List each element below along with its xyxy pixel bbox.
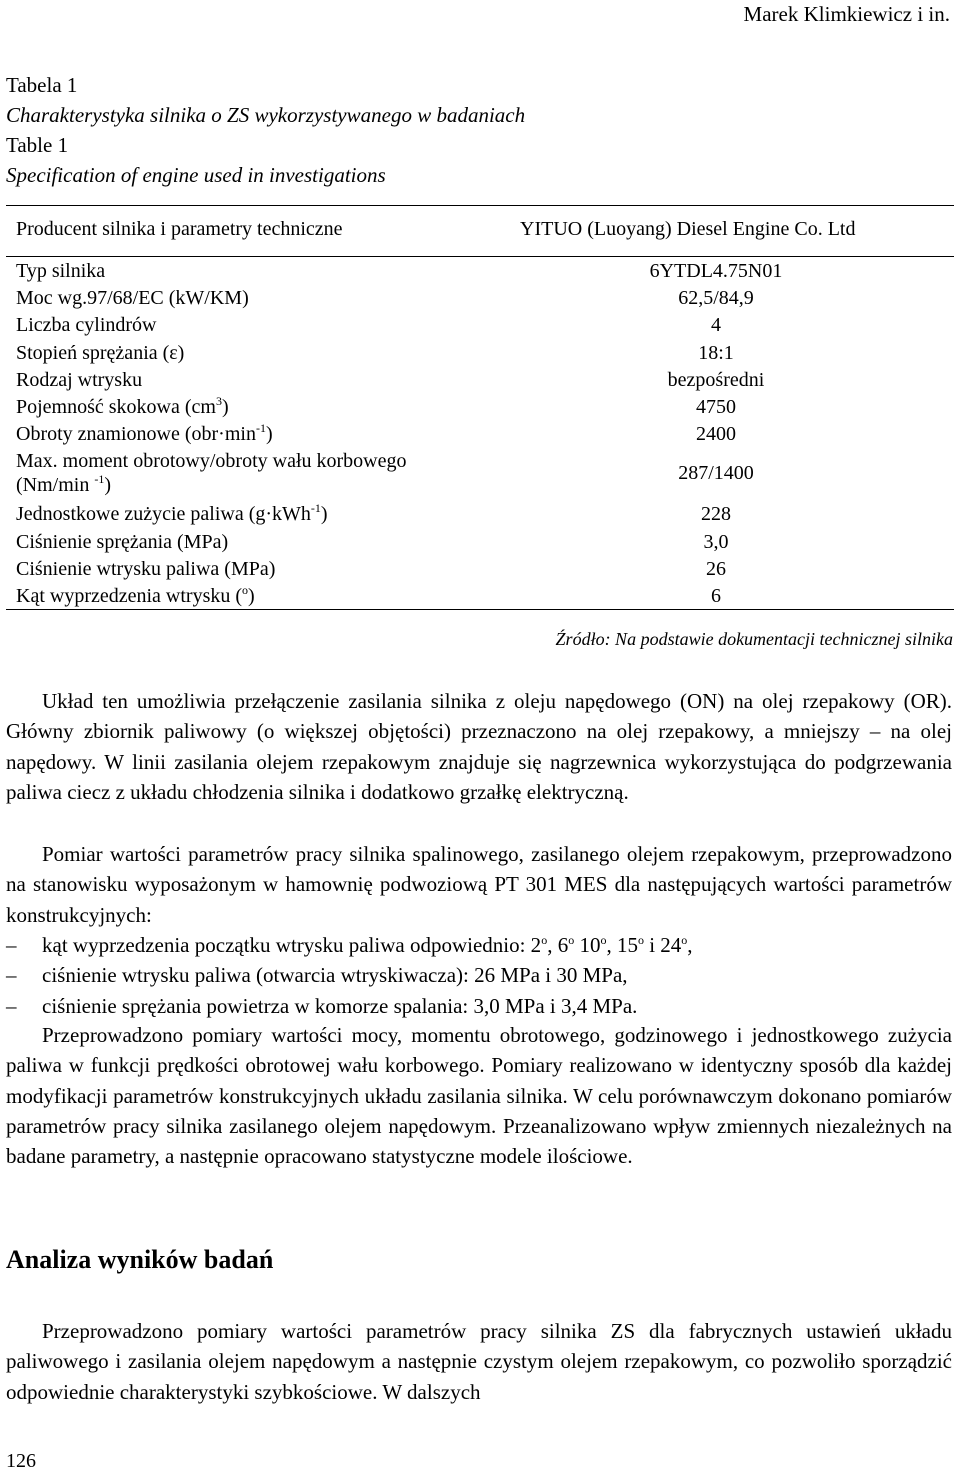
row-value: 228 — [701, 503, 731, 526]
row-label: Typ silnika — [16, 260, 106, 282]
row-value: 62,5/84,9 — [678, 287, 754, 310]
table-source-note: Źródło: Na podstawie dokumentacji technicznej silnika — [555, 629, 953, 649]
row-label-text: Pojemność skokowa (cm — [16, 395, 216, 418]
row-value: 6 — [711, 584, 721, 607]
degree-sign: o — [568, 933, 575, 947]
table-row — [6, 528, 954, 555]
table-row — [6, 366, 954, 393]
row-label-text: (Nm/min — [16, 474, 95, 497]
list-dash: – — [6, 993, 17, 1018]
row-value: 287/1400 — [678, 462, 754, 485]
superscript: -1 — [94, 472, 105, 487]
row-value: 6YTDL4.75N01 — [649, 260, 783, 282]
row-label-text: Max. moment obrotowy/obroty wału korbowego — [16, 450, 407, 473]
row-value: bezpośredni — [667, 368, 765, 391]
row-value: 18:1 — [698, 341, 734, 364]
superscript: o — [242, 582, 249, 597]
list-dash: – — [6, 933, 17, 957]
superscript: -1 — [310, 501, 321, 516]
table-row — [6, 555, 954, 582]
column-header-parameters: Producent silnika i parametry techniczne — [16, 218, 343, 240]
body-paragraph: Pomiar wartości parametrów pracy silnika spalinowego, zasilanego olejem rzepakowym, przeprowadzono na stanowisku wyposażonym w hamownię podwoziową PT 301 MES dla następujących wartości parametrów konstrukcyjnych: — [6, 842, 952, 927]
list-dash: – — [6, 963, 17, 988]
body-paragraph: Układ ten umożliwia przełączenie zasilania silnika z oleju napędowego (ON) na olej rzepakowy (OR). Główny zbiornik paliwowy (o większej objętości) przeznaczono na olej rzepakowy, a mniejszy – na olej napędowy. W linii zasilania olejem rzepakowym znajduje się nagrzewnica wykorzystująca do podgrzewania paliwa ciecz z układu chłodzenia silnika i dodatkowo grzałkę elektryczną. — [6, 689, 952, 804]
table-row — [6, 582, 954, 609]
row-value: 2400 — [696, 423, 736, 446]
angle-value: 15 — [616, 933, 638, 957]
list-item-text: ciśnienie wtrysku paliwa (otwarcia wtryskiwacza): 26 MPa i 30 MPa, — [42, 963, 628, 988]
row-label: Rodzaj wtrysku — [16, 368, 143, 391]
list-item-text: kąt wyprzedzenia początku wtrysku paliwa odpowiednio: 2 — [42, 933, 542, 957]
table-row — [6, 284, 954, 311]
column-header-manufacturer: YITUO (Luoyang) Diesel Engine Co. Ltd — [520, 218, 856, 240]
engine-spec-table — [6, 205, 954, 610]
degree-sign: o — [637, 933, 644, 947]
angle-value: 6 — [557, 933, 569, 957]
table-title-pl: Charakterystyka silnika o ZS wykorzystywanego w badaniach — [6, 103, 526, 127]
body-paragraph: Przeprowadzono pomiary wartości parametrów pracy silnika ZS dla fabrycznych ustawień układu paliwowego i zasilania olejem napędowym a następnie czystym olejem rzepakowym, co pozwoliło sporządzić odpowiednie charakterystyki szybkościowe. W dalszych — [6, 1319, 952, 1404]
list-item — [6, 991, 952, 1021]
row-label: Liczba cylindrów — [16, 314, 157, 337]
degree-sign: o — [600, 933, 607, 947]
table-row — [6, 420, 954, 447]
row-value: 3,0 — [703, 530, 729, 553]
angle-value: 10 — [579, 933, 601, 957]
list-item — [6, 960, 952, 990]
row-label — [16, 422, 273, 446]
row-label-text: ) — [221, 395, 229, 418]
table-row — [6, 339, 954, 366]
running-head: Marek Klimkiewicz i in. — [743, 2, 950, 26]
table-row — [6, 447, 954, 500]
table-label-en: Table 1 — [6, 133, 69, 157]
table-label-pl: Tabela 1 — [6, 73, 78, 97]
row-label-text: ) — [104, 474, 112, 497]
degree-sign: o — [541, 933, 548, 947]
row-label: Ciśnienie sprężania (MPa) — [16, 530, 229, 553]
row-label — [16, 449, 407, 497]
table-caption — [6, 70, 525, 190]
row-label: Ciśnienie wtrysku paliwa (MPa) — [16, 557, 276, 580]
row-label — [16, 395, 229, 419]
row-value: 4750 — [696, 395, 736, 418]
body-paragraph: Przeprowadzono pomiary wartości mocy, momentu obrotowego, godzinowego i jednostkowego zużycia paliwa w funkcji prędkości obrotowej wału korbowego. Pomiary realizowano w identyczny sposób dla każdej modyfikacji parametrów konstrukcyjnych układu zasilania silnika. W celu porównawczym dokonano pomiarów parametrów pracy silnika zasilanego olejem napędowym. Przeanalizowano wpływ zmiennych niezależnych na badane parametry, a następnie opracowano statystyczne modele ilościowe. — [6, 1023, 952, 1169]
row-label — [16, 502, 328, 526]
row-label: Stopień sprężania (ε) — [16, 341, 185, 364]
row-label-text: Obroty znamionowe (obr·min — [16, 423, 256, 446]
section-heading: Analiza wyników badań — [6, 1245, 274, 1274]
row-value: 4 — [711, 314, 721, 337]
row-label-text: Kąt wyprzedzenia wtrysku ( — [16, 584, 243, 607]
list-item-text: ciśnienie sprężania powietrza w komorze spalania: 3,0 MPa i 3,4 MPa. — [42, 993, 638, 1018]
row-label-text: ) — [248, 584, 255, 607]
row-label-text: ) — [320, 503, 328, 526]
angle-value: 24 — [660, 933, 682, 957]
row-label-text: Jednostkowe zużycie paliwa (g·kWh — [16, 503, 311, 526]
row-value: 26 — [706, 557, 726, 580]
table-row — [6, 311, 954, 338]
table-row — [6, 393, 954, 420]
superscript: 3 — [215, 393, 222, 408]
table-title-en: Specification of engine used in investigations — [6, 163, 386, 187]
table-header-row — [6, 206, 954, 257]
table-row — [6, 500, 954, 527]
row-label: Moc wg.97/68/EC (kW/KM) — [16, 287, 249, 310]
superscript: -1 — [255, 421, 266, 436]
row-label-text: ) — [265, 423, 273, 446]
degree-sign: o — [681, 933, 688, 947]
page-number: 126 — [6, 1450, 36, 1472]
parameter-list — [6, 930, 952, 1021]
row-label — [16, 584, 255, 608]
table-row — [6, 257, 954, 284]
list-item: – kąt wyprzedzenia początku wtrysku paliwa odpowiednio: 2$^o$, 6$^o$ 10$^o$, 15$^o$ i 24$^o$, — [6, 930, 952, 960]
